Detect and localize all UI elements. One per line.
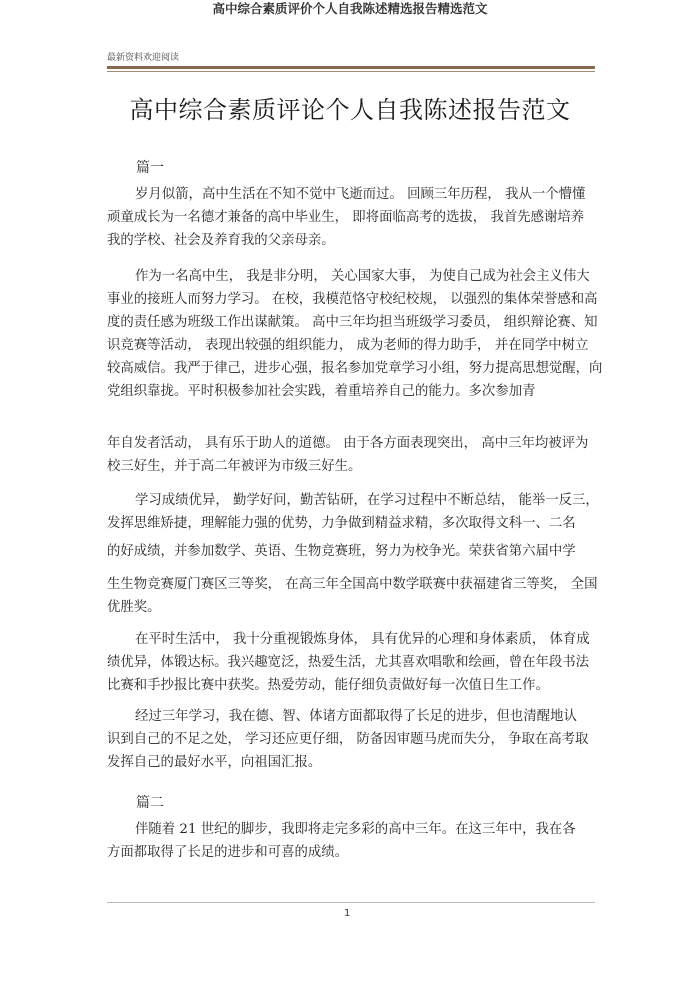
- paragraph-6: [107, 573, 598, 619]
- paragraph-5: [107, 540, 595, 563]
- paragraph-line: 识到自己的不足之处， 学习还应更仔细， 防备因审题马虎而失分， 争取在高考取: [107, 732, 589, 747]
- page-title: 高中综合素质评论个人自我陈述报告范文: [129, 96, 571, 124]
- paragraph-line: 学习成绩优异， 勤学好问，勤苦钻研，在学习过程中不断总结， 能举一反三，: [135, 493, 599, 508]
- paragraph-line: 我的学校、社会及养育我的父亲母亲。: [107, 233, 335, 248]
- paragraph-line: 在平时生活中， 我十分重视锻炼身体， 具有优异的心理和身体素质， 体育成: [135, 632, 590, 647]
- document-banner: 高中综合素质评价个人自我陈述精选报告精选范文: [212, 1, 488, 16]
- paragraph-line: 岁月似箭，高中生活在不知不觉中飞逝而过。 回顾三年历程， 我从一个懵懂: [135, 187, 586, 202]
- paragraph-8: [107, 705, 595, 774]
- header-divider: [107, 66, 595, 69]
- header-divider-thin: [107, 71, 595, 72]
- paragraph-line: 发挥自己的最好水平，向祖国汇报。: [107, 755, 322, 770]
- paragraph-line: 年自发者活动， 具有乐于助人的道德。 由于各方面表现突出， 高中三年均被评为: [107, 436, 589, 451]
- paragraph-line: 党组织靠拢。平时积极参加社会实践，着重培养自己的能力。多次参加青: [107, 384, 536, 399]
- paragraph-line: 事业的接班人而努力学习。 在校，我模范恪守校纪校规， 以强烈的集体荣誉感和高: [107, 292, 598, 307]
- paragraph-line: 方面都取得了长足的进步和可喜的成绩。: [107, 845, 349, 860]
- paragraph-line: 生生物竞赛厦门赛区三等奖， 在高三年全国高中数学联赛中获福建省三等奖， 全国: [107, 577, 598, 592]
- section-label-two: 篇二: [136, 795, 164, 811]
- paragraph-2: [107, 265, 603, 403]
- paragraph-line: 顽童成长为一名德才兼备的高中毕业生， 即将面临高考的选拔， 我首先感谢培养: [107, 210, 585, 225]
- paragraph-7: [107, 628, 595, 697]
- paragraph-3: [107, 432, 595, 478]
- paragraph-line: 较高威信。我严于律己，进步心强，报名参加党章学习小组，努力提高思想觉醒，向: [107, 361, 603, 376]
- page-number: 1: [344, 908, 351, 919]
- paragraph-line: 经过三年学习，我在德、智、体诸方面都取得了长足的进步，但也清醒地认: [135, 709, 577, 724]
- header-note: 最新资料欢迎阅读: [107, 53, 180, 63]
- paragraph-line: 伴随着 21 世纪的脚步，我即将走完多彩的高中三年。在这三年中，我在各: [135, 822, 576, 837]
- paragraph-line: 发挥思维矫捷，理解能力强的优势，力争做到精益求精，多次取得文科一、二名: [107, 516, 576, 531]
- paragraph-line: 识竞赛等活动， 表现出较强的组织能力， 成为老师的得力助手， 并在同学中树立: [107, 338, 589, 353]
- paragraph-1: [107, 183, 595, 252]
- paragraph-line: 作为一名高中生， 我是非分明， 关心国家大事， 为使自己成为社会主义伟大: [135, 269, 590, 284]
- paragraph-line: 绩优异，体锻达标。我兴趣宽泛，热爱生活，尤其喜欢唱歌和绘画，曾在年段书法: [107, 655, 590, 670]
- paragraph-line: 比赛和手抄报比赛中获奖。热爱劳动，能仔细负责做好每一次值日生工作。: [107, 678, 549, 693]
- paragraph-line: 的好成绩，并参加数学、英语、生物竞赛班，努力为校争光。荣获省第六届中学: [107, 544, 576, 559]
- paragraph-line: 度的责任感为班级工作出谋献策。 高中三年均担当班级学习委员， 组织辩论赛、知: [107, 315, 598, 330]
- paragraph-4: [107, 489, 599, 535]
- section-label-one: 篇一: [136, 160, 164, 176]
- footer-divider: [107, 902, 595, 903]
- paragraph-line: 校三好生，并于高二年被评为市级三好生。: [107, 459, 362, 474]
- paragraph-9: [107, 818, 595, 864]
- paragraph-line: 优胜奖。: [107, 600, 161, 615]
